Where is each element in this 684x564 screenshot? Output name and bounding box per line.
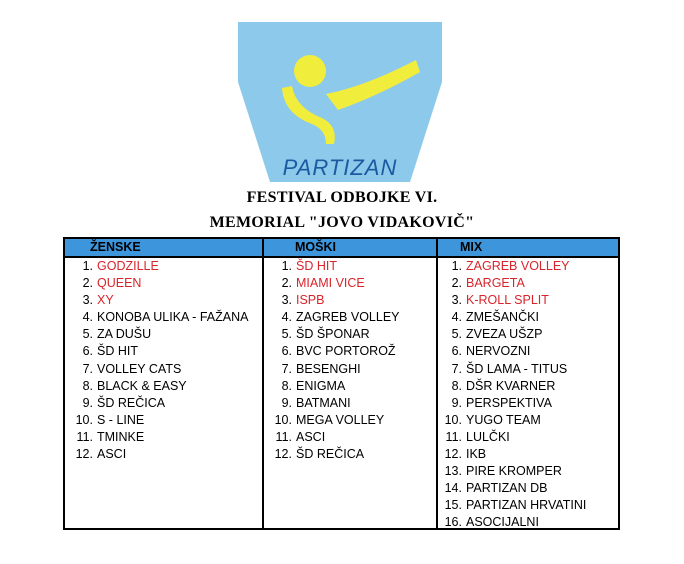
list-item — [438, 497, 618, 514]
team-list — [264, 258, 436, 463]
team-name: KONOBA ULIKA - FAŽANA — [97, 310, 249, 325]
team-name: BARGETA — [466, 276, 525, 291]
list-item — [65, 412, 262, 429]
rank-number: 11. — [445, 429, 462, 444]
team-name: DŠR KVARNER — [466, 378, 556, 393]
rank-number: 6. — [82, 344, 93, 359]
team-name: ŠD HIT — [97, 344, 138, 359]
list-item — [65, 326, 262, 343]
team-name: ŠD HIT — [296, 259, 337, 273]
rank-number: 16. — [444, 515, 462, 530]
team-name: ISPB — [296, 293, 325, 308]
rank-number: 2. — [451, 276, 462, 291]
list-item — [438, 429, 618, 446]
logo-wordmark: PARTIZAN — [282, 155, 398, 180]
rank-number: 3. — [82, 293, 93, 308]
rank-number: 4. — [281, 310, 292, 325]
rank-number: 1. — [82, 259, 93, 273]
team-name: BVC PORTOROŽ — [296, 344, 396, 359]
list-item — [438, 343, 618, 360]
team-name: BATMANI — [296, 395, 351, 410]
partizan-logo-graphic — [238, 22, 442, 182]
list-item — [65, 361, 262, 378]
list-item — [65, 446, 262, 463]
list-item — [264, 343, 436, 360]
list-item — [438, 446, 618, 463]
list-item — [438, 395, 618, 412]
team-name: ZA DUŠU — [97, 327, 152, 342]
rank-number: 4. — [451, 310, 462, 325]
rank-number: 3. — [451, 293, 462, 308]
list-item — [65, 343, 262, 360]
team-name: LULČKI — [466, 429, 510, 444]
list-item — [264, 412, 436, 429]
rank-number: 10. — [75, 412, 93, 427]
team-list — [438, 258, 618, 532]
list-item — [264, 275, 436, 292]
team-name: ŠD REČICA — [97, 395, 166, 410]
team-name: PERSPEKTIVA — [466, 395, 552, 410]
team-name: S - LINE — [97, 412, 145, 427]
rank-number: 8. — [281, 378, 292, 393]
event-subtitle: MEMORIAL "JOVO VIDAKOVIČ" — [209, 214, 475, 231]
list-item — [264, 258, 436, 275]
rank-number: 5. — [82, 327, 93, 342]
team-name: ASCI — [296, 429, 326, 444]
list-item — [65, 378, 262, 395]
list-item — [65, 275, 262, 292]
list-item — [264, 361, 436, 378]
rank-number: 13. — [444, 464, 462, 479]
team-name: MEGA VOLLEY — [296, 412, 385, 427]
column-zenske — [65, 239, 264, 528]
list-item — [438, 412, 618, 429]
team-list — [65, 258, 262, 463]
rank-number: 8. — [82, 378, 93, 393]
team-name: BLACK & EASY — [97, 378, 187, 393]
team-name: ENIGMA — [296, 378, 346, 393]
list-item — [438, 309, 618, 326]
team-name: ŠD REČICA — [296, 447, 365, 462]
rank-number: 11. — [275, 429, 292, 444]
rank-number: 1. — [281, 259, 292, 273]
column-heading: MIX — [438, 239, 618, 258]
list-item — [264, 429, 436, 446]
list-item — [438, 258, 618, 275]
column-moski — [264, 239, 438, 528]
team-name: XY — [97, 293, 114, 308]
team-name: ZAGREB VOLLEY — [296, 310, 400, 325]
rank-number: 5. — [281, 327, 292, 342]
partizan-logo — [238, 22, 442, 182]
logo-figure-head — [294, 55, 326, 87]
list-item — [264, 395, 436, 412]
team-name: PARTIZAN HRVATINI — [466, 498, 587, 513]
rank-number: 9. — [82, 395, 93, 410]
team-name: ZVEZA UŠZP — [466, 327, 543, 342]
list-item — [65, 258, 262, 275]
rank-number: 2. — [281, 276, 292, 291]
list-item — [264, 446, 436, 463]
list-item — [65, 395, 262, 412]
rank-number: 10. — [444, 412, 462, 427]
team-name: PIRE KROMPER — [466, 464, 562, 479]
rank-number: 8. — [451, 378, 462, 393]
list-item — [438, 463, 618, 480]
list-item — [438, 378, 618, 395]
team-name: ASCI — [97, 447, 127, 462]
team-name: ZAGREB VOLLEY — [466, 259, 570, 273]
team-name: PARTIZAN DB — [466, 481, 548, 496]
list-item — [438, 292, 618, 309]
team-name: BESENGHI — [296, 361, 361, 376]
rank-number: 7. — [82, 361, 93, 376]
column-heading: MOŠKI — [264, 239, 436, 258]
list-item — [438, 275, 618, 292]
list-item — [264, 326, 436, 343]
team-name: MIAMI VICE — [296, 276, 365, 291]
list-item — [65, 429, 262, 446]
list-item — [264, 378, 436, 395]
list-item — [65, 309, 262, 326]
team-name: NERVOZNI — [466, 344, 531, 359]
rank-number: 1. — [451, 259, 462, 273]
column-mix — [438, 239, 618, 528]
event-title: FESTIVAL ODBOJKE VI. — [246, 189, 438, 206]
list-item — [65, 292, 262, 309]
rank-number: 12. — [75, 447, 93, 462]
team-name: GODZILLE — [97, 259, 159, 273]
team-name: IKB — [466, 447, 487, 462]
team-name: K-ROLL SPLIT — [466, 293, 549, 308]
rank-number: 2. — [82, 276, 93, 291]
rank-number: 9. — [451, 395, 462, 410]
rank-number: 9. — [281, 395, 292, 410]
team-name: QUEEN — [97, 276, 142, 291]
team-name: ZMEŠANČKI — [466, 310, 539, 325]
rank-number: 7. — [451, 361, 462, 376]
team-name: ŠD LAMA - TITUS — [466, 361, 568, 376]
rank-number: 12. — [444, 447, 462, 462]
list-item — [264, 292, 436, 309]
rank-number: 7. — [281, 361, 292, 376]
rank-number: 10. — [274, 412, 292, 427]
team-name: YUGO TEAM — [466, 412, 541, 427]
rank-number: 4. — [82, 310, 93, 325]
team-name: ŠD ŠPONAR — [296, 327, 370, 342]
results-table — [63, 237, 620, 530]
column-heading: ŽENSKE — [65, 239, 262, 258]
list-item — [438, 514, 618, 531]
list-item — [264, 309, 436, 326]
rank-number: 11. — [76, 429, 93, 444]
rank-number: 14. — [444, 481, 462, 496]
rank-number: 6. — [451, 344, 462, 359]
team-name: TMINKE — [97, 429, 145, 444]
list-item — [438, 480, 618, 497]
rank-number: 3. — [281, 293, 292, 308]
rank-number: 15. — [444, 498, 462, 513]
rank-number: 12. — [274, 447, 292, 462]
rank-number: 6. — [281, 344, 292, 359]
team-name: VOLLEY CATS — [97, 361, 182, 376]
rank-number: 5. — [451, 327, 462, 342]
list-item — [438, 326, 618, 343]
team-name: ASOCIJALNI — [466, 515, 539, 530]
list-item — [438, 361, 618, 378]
